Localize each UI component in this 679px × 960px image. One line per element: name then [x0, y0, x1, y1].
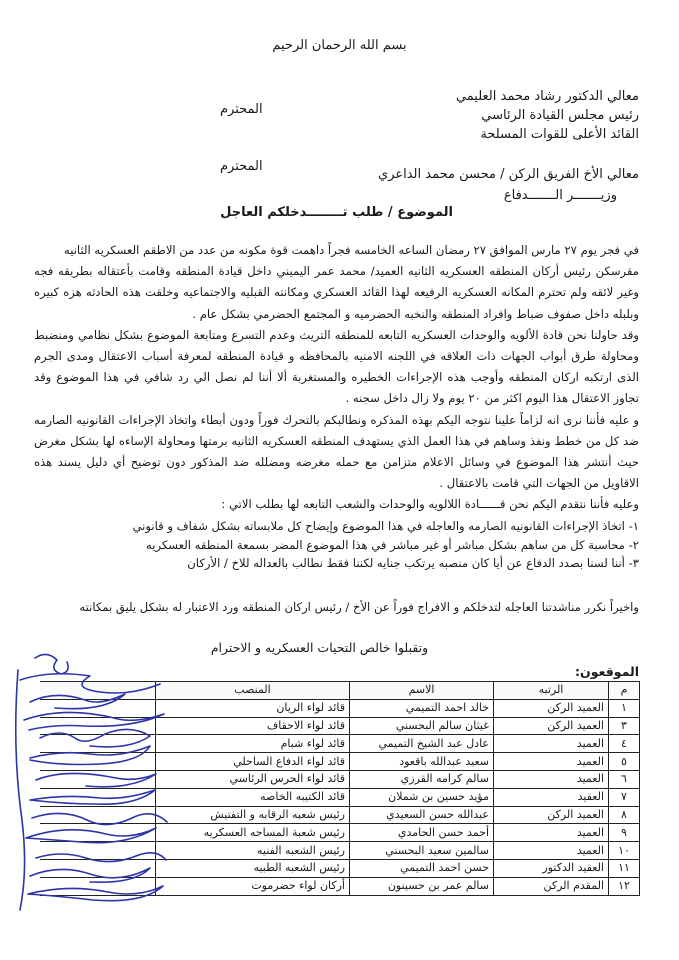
signer-num: ٦ — [609, 770, 640, 788]
body-paragraph-2: مقرسكن رئيس أركان المنطقه العسكريه الثانيه العميد/ محمد عمر اليميني داخل قيادة المنطقه وقامت بأعتقاله بطريقه فجه وغير لائقه ولم تحترم المكانه العسكريه الرفيعه لهذا القائد العسكري ومكانته القبليه والاجتماعيه وخلقت هذه الحادثه هزه كبيره وبلبله داخل صفوف ضباط وافراد المنطقه والنخبه الحضرميه و المجتمع الحضرمي بشكل عام . — [34, 264, 639, 321]
signer-rank: العميد الركن — [494, 717, 609, 735]
signers-table — [40, 681, 640, 896]
signature-mark — [35, 654, 68, 674]
table-row — [40, 770, 640, 788]
signer-rank: العميد — [494, 824, 609, 842]
signer-signature-cell — [40, 753, 156, 771]
signature-mark — [16, 670, 25, 910]
signer-signature-cell — [40, 824, 156, 842]
addressee-minister-respected: المحترم — [220, 159, 263, 174]
signer-position: قائد لواء الحرس الرئاسي — [156, 770, 350, 788]
body-paragraph-1: في فجر يوم ٢٧ مارس الموافق ٢٧ رمضان الساعه الخامسه فجراً داهمت قوة مكونه من عدد من الاطقم العسكريه الثانيه — [63, 243, 639, 257]
signer-num: ١ — [609, 699, 640, 717]
signer-name: سالم كرامه القرزي — [350, 770, 494, 788]
signer-num: ١٠ — [609, 842, 640, 860]
signer-signature-cell — [40, 735, 156, 753]
closing-greeting: وتقبلوا خالص التحيات العسكريه و الاحترام — [210, 640, 429, 655]
signer-num: ٣ — [609, 717, 640, 735]
table-row — [40, 877, 640, 895]
signer-name: حسن احمد التميمي — [350, 859, 494, 877]
closing-paragraph: واخيراً نكرر مناشدتنا العاجله لتدخلكم و الافراج فوراً عن الأخ / رئيس اركان المنطقه ورد الاعتبار له بشكل يليق بمكانته — [79, 600, 639, 614]
signer-name: مؤيد حسين بن شملان — [350, 788, 494, 806]
signer-num: ٤ — [609, 735, 640, 753]
signer-name: أحمد حسن الحامدي — [350, 824, 494, 842]
signer-signature-cell — [40, 788, 156, 806]
signer-rank: العقيد الدكتور — [494, 859, 609, 877]
addressee-minister-title: وزيـــــــر الـــــــدفاع — [503, 188, 617, 203]
header-num: م — [609, 682, 640, 700]
header-name: الاسم — [350, 682, 494, 700]
table-row — [40, 824, 640, 842]
header-signature — [40, 682, 156, 700]
signer-signature-cell — [40, 877, 156, 895]
signer-position: قائد الكتيبه الخاصه — [156, 788, 350, 806]
addressee-president-role: القائد الأعلى للقوات المسلحة — [480, 127, 639, 142]
signers-table-header — [40, 682, 640, 700]
body-paragraph-4: و عليه فأننا نرى انه لزاماً علينا نتوجه اليكم بهذه المذكره ونطالبكم بالتحرك فوراً ودون أبطاء واتخاذ الإجراءات القانونيه الصارمه ضد كل من خطط ونفذ وساهم في هذا العمل الذي يستهدف المنطقه العسكريه الثانيه برمتها ومحاولة الإساءه لها بشكل مغرض حيث أنتشر هذا الموضوع في وسائل الاعلام متزامن مع حمله مغرضه ومضلله ضد المذكور دون توضيح أي دليل يسند هذه الاقاويل من الجهات التي قامت بالاعتقال . — [34, 412, 639, 491]
signer-position: أركان لواء حضرموت — [156, 877, 350, 895]
signer-signature-cell — [40, 699, 156, 717]
signer-name: سعيد عبدالله باقعود — [350, 753, 494, 771]
table-row — [40, 699, 640, 717]
signer-position: رئيس الشعبه الفنيه — [156, 842, 350, 860]
addressee-president-title: رئيس مجلس القيادة الرئاسي — [481, 108, 639, 123]
signer-signature-cell — [40, 717, 156, 735]
table-row — [40, 806, 640, 824]
body-paragraph-5: وعليه فأننا نتقدم اليكم نحن قــــــادة اللالويه والوحدات والشعب التابعه لها بطلب الاتي : — [221, 497, 639, 512]
table-row — [40, 842, 640, 860]
demand-item: ١- اتخاذ الإجراءات القانونيه الصارمه والعاجله في هذا الموضوع وإيضاح كل ملابساته بشكل شفاف و قانوني — [132, 519, 639, 533]
signer-signature-cell — [40, 806, 156, 824]
signer-rank: العميد الركن — [494, 699, 609, 717]
signer-position: قائد لواء الاحقاف — [156, 717, 350, 735]
signer-rank: العميد — [494, 770, 609, 788]
addressee-president-name: معالي الدكتور رشاد محمد العليمي — [455, 89, 639, 104]
signer-num: ١٢ — [609, 877, 640, 895]
signer-position: قائد لواء الريان — [156, 699, 350, 717]
signer-rank: المقدم الركن — [494, 877, 609, 895]
signer-position: رئيس شعبه الرقابه و التفتيش — [156, 806, 350, 824]
signer-name: خالد احمد التميمي — [350, 699, 494, 717]
signer-num: ٥ — [609, 753, 640, 771]
demands-list — [39, 517, 639, 573]
signer-signature-cell — [40, 770, 156, 788]
signer-num: ١١ — [609, 859, 640, 877]
signer-position: قائد لواء شبام — [156, 735, 350, 753]
signer-rank: العقيد — [494, 788, 609, 806]
signer-rank: العميد — [494, 842, 609, 860]
table-row — [40, 859, 640, 877]
letter-subject: الموضوع / طلب تــــــــدخلكم العاجل — [220, 205, 453, 220]
signer-position: رئيس الشعبه الطبيه — [156, 859, 350, 877]
demand-item: ٣- أننا لسنا بصدد الدفاع عن أيا كان منصبه يرتكب جنايه لكننا فقط نطالب بالعداله للاخ / الأركان — [187, 556, 639, 570]
demand-item: ٢- محاسبة كل من ساهم بشكل مباشر أو غير مباشر في هذا الموضوع المضر بسمعة المنطقه العسكريه — [146, 537, 639, 552]
signer-name: عبدالله حسن السعيدي — [350, 806, 494, 824]
table-row — [40, 788, 640, 806]
basmala: بسم الله الرحمان الرحيم — [272, 38, 407, 53]
signer-name: غيثان سالم البحسني — [350, 717, 494, 735]
header-rank: الرتبه — [494, 682, 609, 700]
addressee-president-respected: المحترم — [220, 102, 263, 117]
table-row — [40, 717, 640, 735]
letter-body — [34, 240, 639, 516]
signers-label: الموقعون: — [575, 664, 639, 679]
signer-rank: العميد الركن — [494, 806, 609, 824]
header-position: المنصب — [156, 682, 350, 700]
table-row — [40, 735, 640, 753]
signer-num: ٩ — [609, 824, 640, 842]
signer-num: ٨ — [609, 806, 640, 824]
table-row — [40, 753, 640, 771]
signer-name: سالم عمر بن حسينون — [350, 877, 494, 895]
signer-rank: العميد — [494, 753, 609, 771]
signer-signature-cell — [40, 859, 156, 877]
addressee-minister-name: معالي الأخ الفريق الركن / محسن محمد الداعري — [378, 167, 639, 182]
signer-rank: العميد — [494, 735, 609, 753]
signer-position: رئيس شعبة المساحه العسكريه — [156, 824, 350, 842]
body-paragraph-3: وقد حاولنا نحن قادة الألويه والوحدات العسكريه التابعه للمنطقه التريث وعدم التسرع ومتابعة الموضوع بشكل نظامي ومنضبط ومحاولة طرق أبواب الجهات ذات العلاقه في اللجنه الامنيه بالمحافظه و قيادة المنطقه لمعرفة أسباب الاعتقال ومدى الجرم الذى ارتكبه اركان المنطقه وأوجب هذه الإجراءات الخطيره والمستغربة ألا أننا لم نصل الي رد شافي في هذا الموضوع وقد تجاوز الاعتقال هذا اليوم اكثر من ٢٠ يوم ولا زال داخل سجنه . — [34, 327, 639, 406]
signer-name: عادل عبد الشيخ التميمي — [350, 735, 494, 753]
signer-num: ٧ — [609, 788, 640, 806]
signer-name: سالمين سعيد البحسني — [350, 842, 494, 860]
signer-position: قائد لواء الدفاع الساحلي — [156, 753, 350, 771]
signer-signature-cell — [40, 842, 156, 860]
